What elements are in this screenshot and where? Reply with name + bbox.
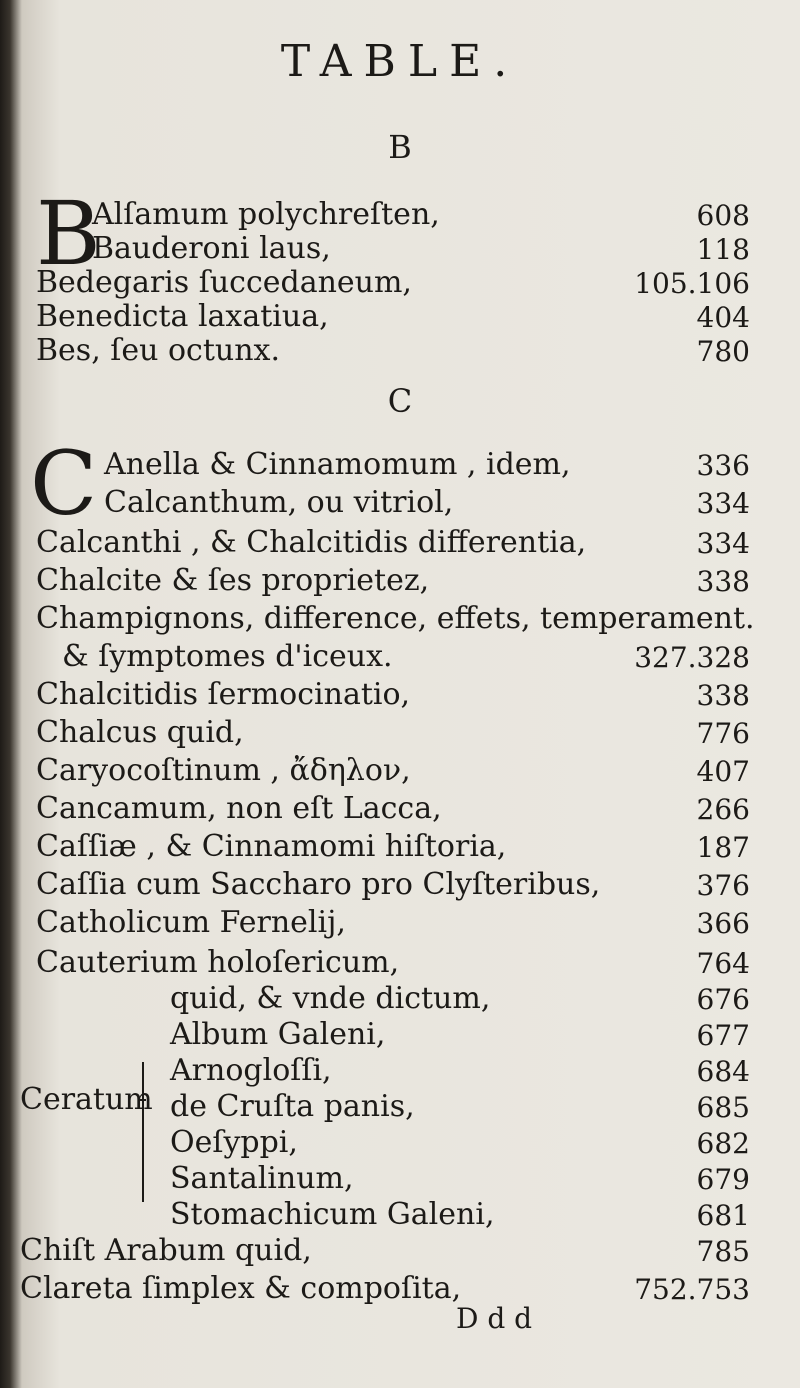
entry-page: 684 (696, 1055, 750, 1088)
section-letter-b: B (388, 128, 412, 166)
index-entry (36, 862, 750, 902)
entry-page: 376 (696, 869, 750, 902)
ceratum-label: Ceratum (20, 1082, 153, 1117)
entry-page: 677 (696, 1019, 750, 1052)
entry-page: 679 (696, 1163, 750, 1196)
index-entry (170, 1120, 750, 1160)
entry-page: 764 (696, 947, 750, 980)
entry-term: Album Galeni, (170, 1017, 386, 1052)
entry-page: 682 (696, 1127, 750, 1160)
entry-page: 334 (696, 527, 750, 560)
index-entry (36, 672, 750, 712)
entry-term: Arnogloſſi, (170, 1053, 332, 1088)
index-entry (36, 940, 750, 980)
index-entry (104, 480, 750, 520)
index-entry (36, 748, 750, 788)
entry-term: Bes, ſeu octunx. (36, 333, 280, 368)
entry-term: Caſſia cum Saccharo pro Clyſteribus, (36, 867, 601, 902)
index-entry (36, 786, 750, 826)
entry-term: Cancamum, non eſt Lacca, (36, 791, 442, 826)
index-entry (36, 900, 750, 940)
index-entry (36, 596, 786, 636)
entry-term: Caſſiæ , & Cinnamomi hiſtoria, (36, 829, 507, 864)
page-title: TABLE. (280, 36, 520, 87)
entry-page: 336 (696, 449, 750, 482)
entry-term: Chalcite & ſes proprietez, (36, 563, 430, 598)
entry-term: Santalinum, (170, 1161, 354, 1196)
index-entry (170, 1012, 750, 1052)
entry-term: Bedegaris ſuccedaneum, (36, 265, 412, 300)
section-letter-c: C (387, 382, 413, 420)
index-entry (170, 1156, 750, 1196)
entry-page: 118 (696, 233, 750, 266)
index-entry (170, 1084, 750, 1124)
ceratum-brace (142, 1062, 152, 1202)
entry-page: 785 (696, 1235, 750, 1268)
entry-term: Champignons, difference, effets, temperament. (36, 601, 755, 636)
entry-term: & ſymptomes d'iceux. (62, 639, 393, 674)
entry-page: 676 (696, 983, 750, 1016)
entry-page: 187 (696, 831, 750, 864)
entry-page: 752.753 (634, 1273, 750, 1306)
ceratum-brace-tick (138, 1099, 146, 1105)
entry-term: Chalcus quid, (36, 715, 244, 750)
entry-page: 327.328 (634, 641, 750, 674)
entry-term: Oeſyppi, (170, 1125, 298, 1160)
initial-b: B (36, 182, 101, 285)
index-entry (170, 1192, 750, 1232)
entry-term: Calcanthi , & Chalcitidis differentia, (36, 525, 587, 560)
entry-term: Bauderoni laus, (92, 231, 331, 266)
entry-page: 105.106 (634, 267, 750, 300)
entry-page: 338 (696, 679, 750, 712)
index-entry (36, 328, 750, 368)
index-entry (36, 710, 750, 750)
signature-mark: D d d (456, 1302, 533, 1335)
entry-page: 780 (696, 335, 750, 368)
entry-page: 681 (696, 1199, 750, 1232)
entry-page: 338 (696, 565, 750, 598)
index-entry (36, 824, 750, 864)
entry-term: Anella & Cinnamomum , idem, (104, 447, 571, 482)
entry-term: Caryocoſtinum , ἄδηλον, (36, 753, 411, 788)
entry-page: 685 (696, 1091, 750, 1124)
entry-term: Chalcitidis ſermocinatio, (36, 677, 411, 712)
entry-term: Stomachicum Galeni, (170, 1197, 495, 1232)
entry-term: Calcanthum, ou vitriol, (104, 485, 454, 520)
entry-page: 776 (696, 717, 750, 750)
entry-term: Benedicta laxatiua, (36, 299, 329, 334)
entry-page: 266 (696, 793, 750, 826)
initial-c: C (30, 432, 98, 535)
entry-term: Chiſt Arabum quid, (20, 1233, 312, 1268)
index-entry (36, 520, 750, 560)
entry-page: 407 (696, 755, 750, 788)
entry-term: Alſamum polychreſten, (92, 197, 440, 232)
entry-term: Clareta ſimplex & compoſita, (20, 1271, 462, 1306)
index-entry (170, 1048, 750, 1088)
entry-term: de Cruſta panis, (170, 1089, 415, 1124)
index-entry (20, 1266, 750, 1306)
index-entry (170, 976, 750, 1016)
entry-page: 334 (696, 487, 750, 520)
entry-term: Cauterium holoſericum, (36, 945, 400, 980)
entry-page: 366 (696, 907, 750, 940)
index-entry (20, 1228, 750, 1268)
index-entry (36, 558, 750, 598)
entry-page: 404 (696, 301, 750, 334)
entry-term: Catholicum Fernelij, (36, 905, 346, 940)
entry-term: quid, & vnde dictum, (170, 981, 491, 1016)
entry-page: 608 (696, 199, 750, 232)
index-entry (104, 442, 750, 482)
index-entry (62, 634, 750, 674)
